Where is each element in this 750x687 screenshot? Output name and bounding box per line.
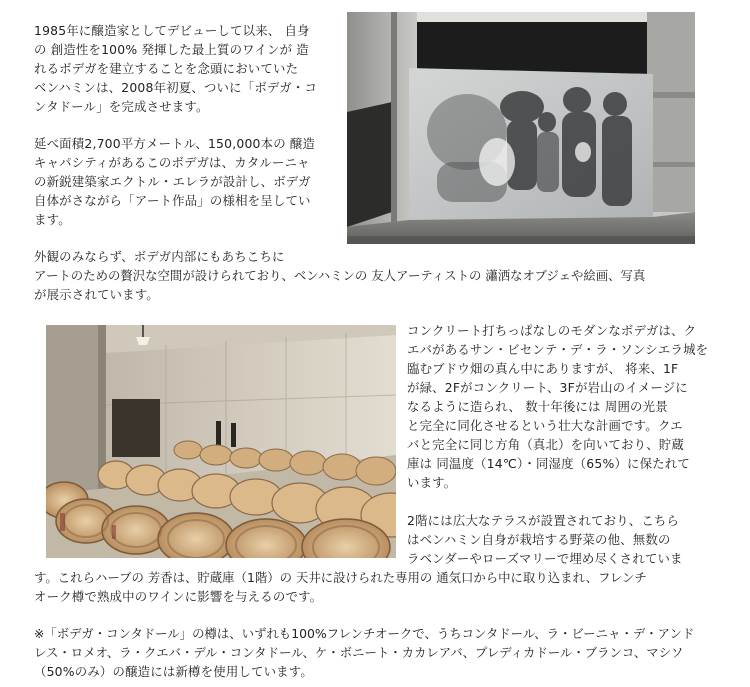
barrel-cellar-photo [46,325,396,558]
text-line: レス・ロメオ、ラ・クエバ・デル・コンタドール、ケ・ボニート・カカレアバ、プレディカドール・ブランコ、マシソ [34,645,684,660]
text-line: ます。 [34,212,71,227]
text-line: ベンハミンは、2008年初夏、ついに「ボデガ・コ [34,80,318,95]
text-line: バと完全に同じ方角（真北）を向いており、貯蔵 [407,437,684,452]
text-line: の新鋭建築家エクトル・エレラが設計し、ボデガ [34,174,311,189]
text-line: す。これらハーブの 芳香は、貯蔵庫（1階）の 天井に設けられた専用の 通気口から中に取り込まれ、フレンチ [34,570,647,585]
text-line: はベンハミン自身が栽培する野菜の他、無数の [407,532,671,547]
text-line: 臨むブドウ畑の真ん中にありますが、 将来、1F [407,361,679,376]
text-line: （50%のみ）の醸造には新樽を使用しています。 [34,664,313,679]
text-line: ンタドール」を完成させます。 [34,99,209,114]
text-line: います。 [407,475,457,490]
text-line: コンクリート打ちっぱなしのモダンなボデガは、ク [407,323,697,338]
text-line: 庫は 同温度（14℃）・同湿度（65%）に保たれて [407,456,690,471]
text-line: なるように造られ、 数十年後には 周囲の光景 [407,399,668,414]
text-line: エバがあるサン・ビセンテ・デ・ラ・ソンシエラ城を [407,342,709,357]
text-line: の 創造性を100% 発揮した最上質のワインが 造 [34,42,309,57]
text-line: れるボデガを建立することを念頭においていた [34,61,299,76]
text-line: 延べ面積2,700平方メートル、150,000本の 醸造 [34,136,316,151]
text-line: ラベンダーやローズマリーで埋め尽くされていま [407,551,683,566]
text-line: 外観のみならず、ボデガ内部にもあちこちに [34,249,285,264]
text-line: と完全に同化させるという壮大な計画です。クエ [407,418,683,433]
bodega-facade-photo [347,12,695,244]
text-line: アートのための贅沢な空間が設けられており、ベンハミンの 友人アーティストの 瀟洒なオブジェや絵画、写真 [34,268,646,283]
text-line: 1985年に醸造家としてデビューして以来、 自身 [34,23,310,38]
text-line: キャパシティがあるこのボデガは、カタルーニャ [34,155,310,170]
text-line: オーク樽で熟成中のワインに影響を与えるのです。 [34,589,323,604]
text-line: 2階には広大なテラスが設置されており、こちら [407,513,680,528]
text-line: 自体がさながら「アート作品」の様相を呈してい [34,193,311,208]
text-line: ※「ボデガ・コンタドール」の樽は、いずれも100%フレンチオークで、うちコンタドール、ラ・ビーニャ・デ・アンド [34,626,695,641]
text-line: が緑、2Fがコンクリート、3Fが岩山のイメージに [407,380,688,395]
text-line: が展示されています。 [34,287,159,302]
